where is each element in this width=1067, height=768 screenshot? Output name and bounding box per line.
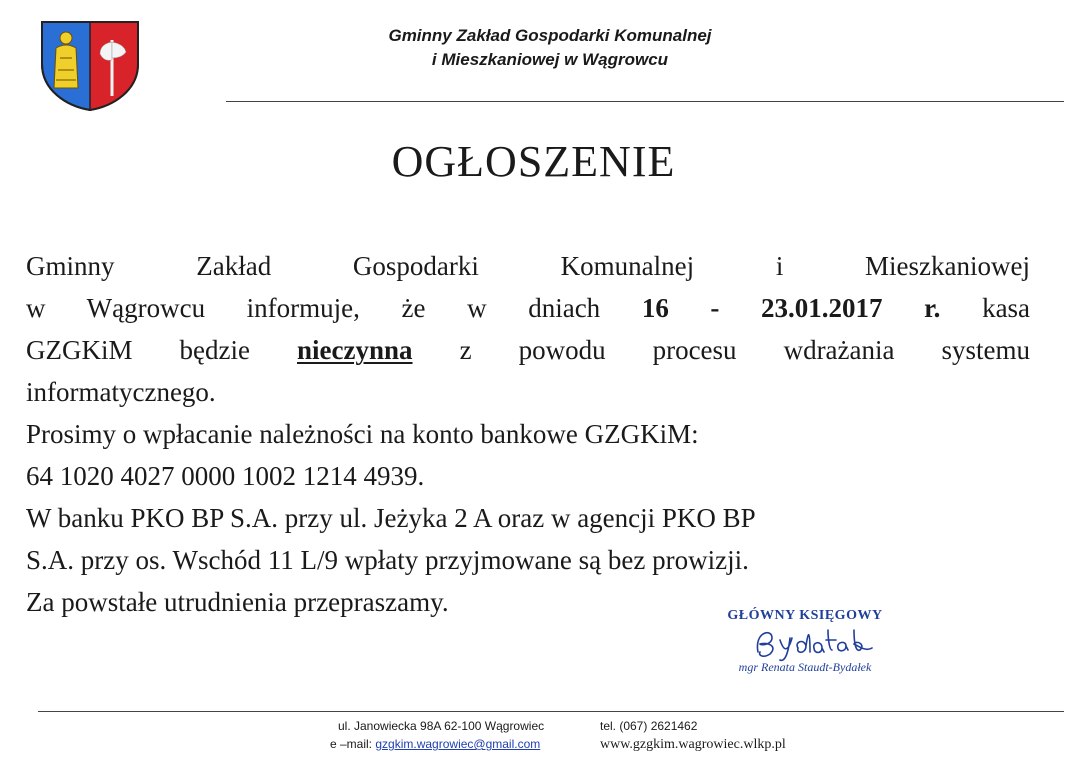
announcement-line-4: informatycznego. <box>26 377 216 407</box>
announcement-line-9: Za powstałe utrudnienia przepraszamy. <box>26 587 449 617</box>
announcement-line-1: Gminny Zakład Gospodarki Komunalnej i Mieszkaniowej <box>26 251 1030 281</box>
footer-email-label: e –mail: <box>330 737 373 751</box>
announcement-dates-suffix: r. <box>924 293 941 323</box>
header-line-1: Gminny Zakład Gospodarki Komunalnej <box>388 26 712 45</box>
announcement-line-5: Prosimy o wpłacanie należności na konto bankowe GZGKiM: <box>26 419 699 449</box>
announcement-text: w Wągrowcu informuje, że w dniach <box>26 293 601 323</box>
announcement-line-8: S.A. przy os. Wschód 11 L/9 wpłaty przyjmowane są bez prowizji. <box>26 545 749 575</box>
bank-account-number: 64 1020 4027 0000 1002 1214 4939. <box>26 461 425 491</box>
footer-email-link[interactable]: gzgkim.wagrowiec@gmail.com <box>375 737 541 751</box>
coat-of-arms-icon <box>38 18 142 112</box>
stamp-title: GŁÓWNY KSIĘGOWY <box>727 608 883 623</box>
footer-address: ul. Janowiecka 98A 62-100 Wągrowiec <box>338 719 545 733</box>
announcement-closed-word: nieczynna <box>297 335 413 365</box>
header-divider <box>226 101 1064 102</box>
stamp-name: mgr Renata Staudt-Bydałek <box>738 660 872 674</box>
footer-phone: tel. (067) 2621462 <box>600 719 698 733</box>
announcement-text: GZGKiM będzie <box>26 335 250 365</box>
announcement-dates: 16 - 23.01.2017 <box>641 293 883 323</box>
footer-website[interactable]: www.gzgkim.wagrowiec.wlkp.pl <box>600 737 786 752</box>
announcement-text: z powodu procesu wdrażania systemu <box>459 335 1031 365</box>
handwritten-signature <box>750 622 890 664</box>
announcement-body <box>26 245 1030 623</box>
header-line-2: i Mieszkaniowej w Wągrowcu <box>431 50 669 69</box>
footer-divider <box>38 711 1064 712</box>
announcement-line-2 <box>26 287 1030 329</box>
announcement-text: kasa <box>982 293 1031 323</box>
announcement-line-7: W banku PKO BP S.A. przy ul. Jeżyka 2 A oraz w agencji PKO BP <box>26 503 756 533</box>
footer-email-row <box>330 737 540 751</box>
announcement-line-3 <box>26 329 1030 371</box>
page-title: OGŁOSZENIE <box>391 137 676 186</box>
